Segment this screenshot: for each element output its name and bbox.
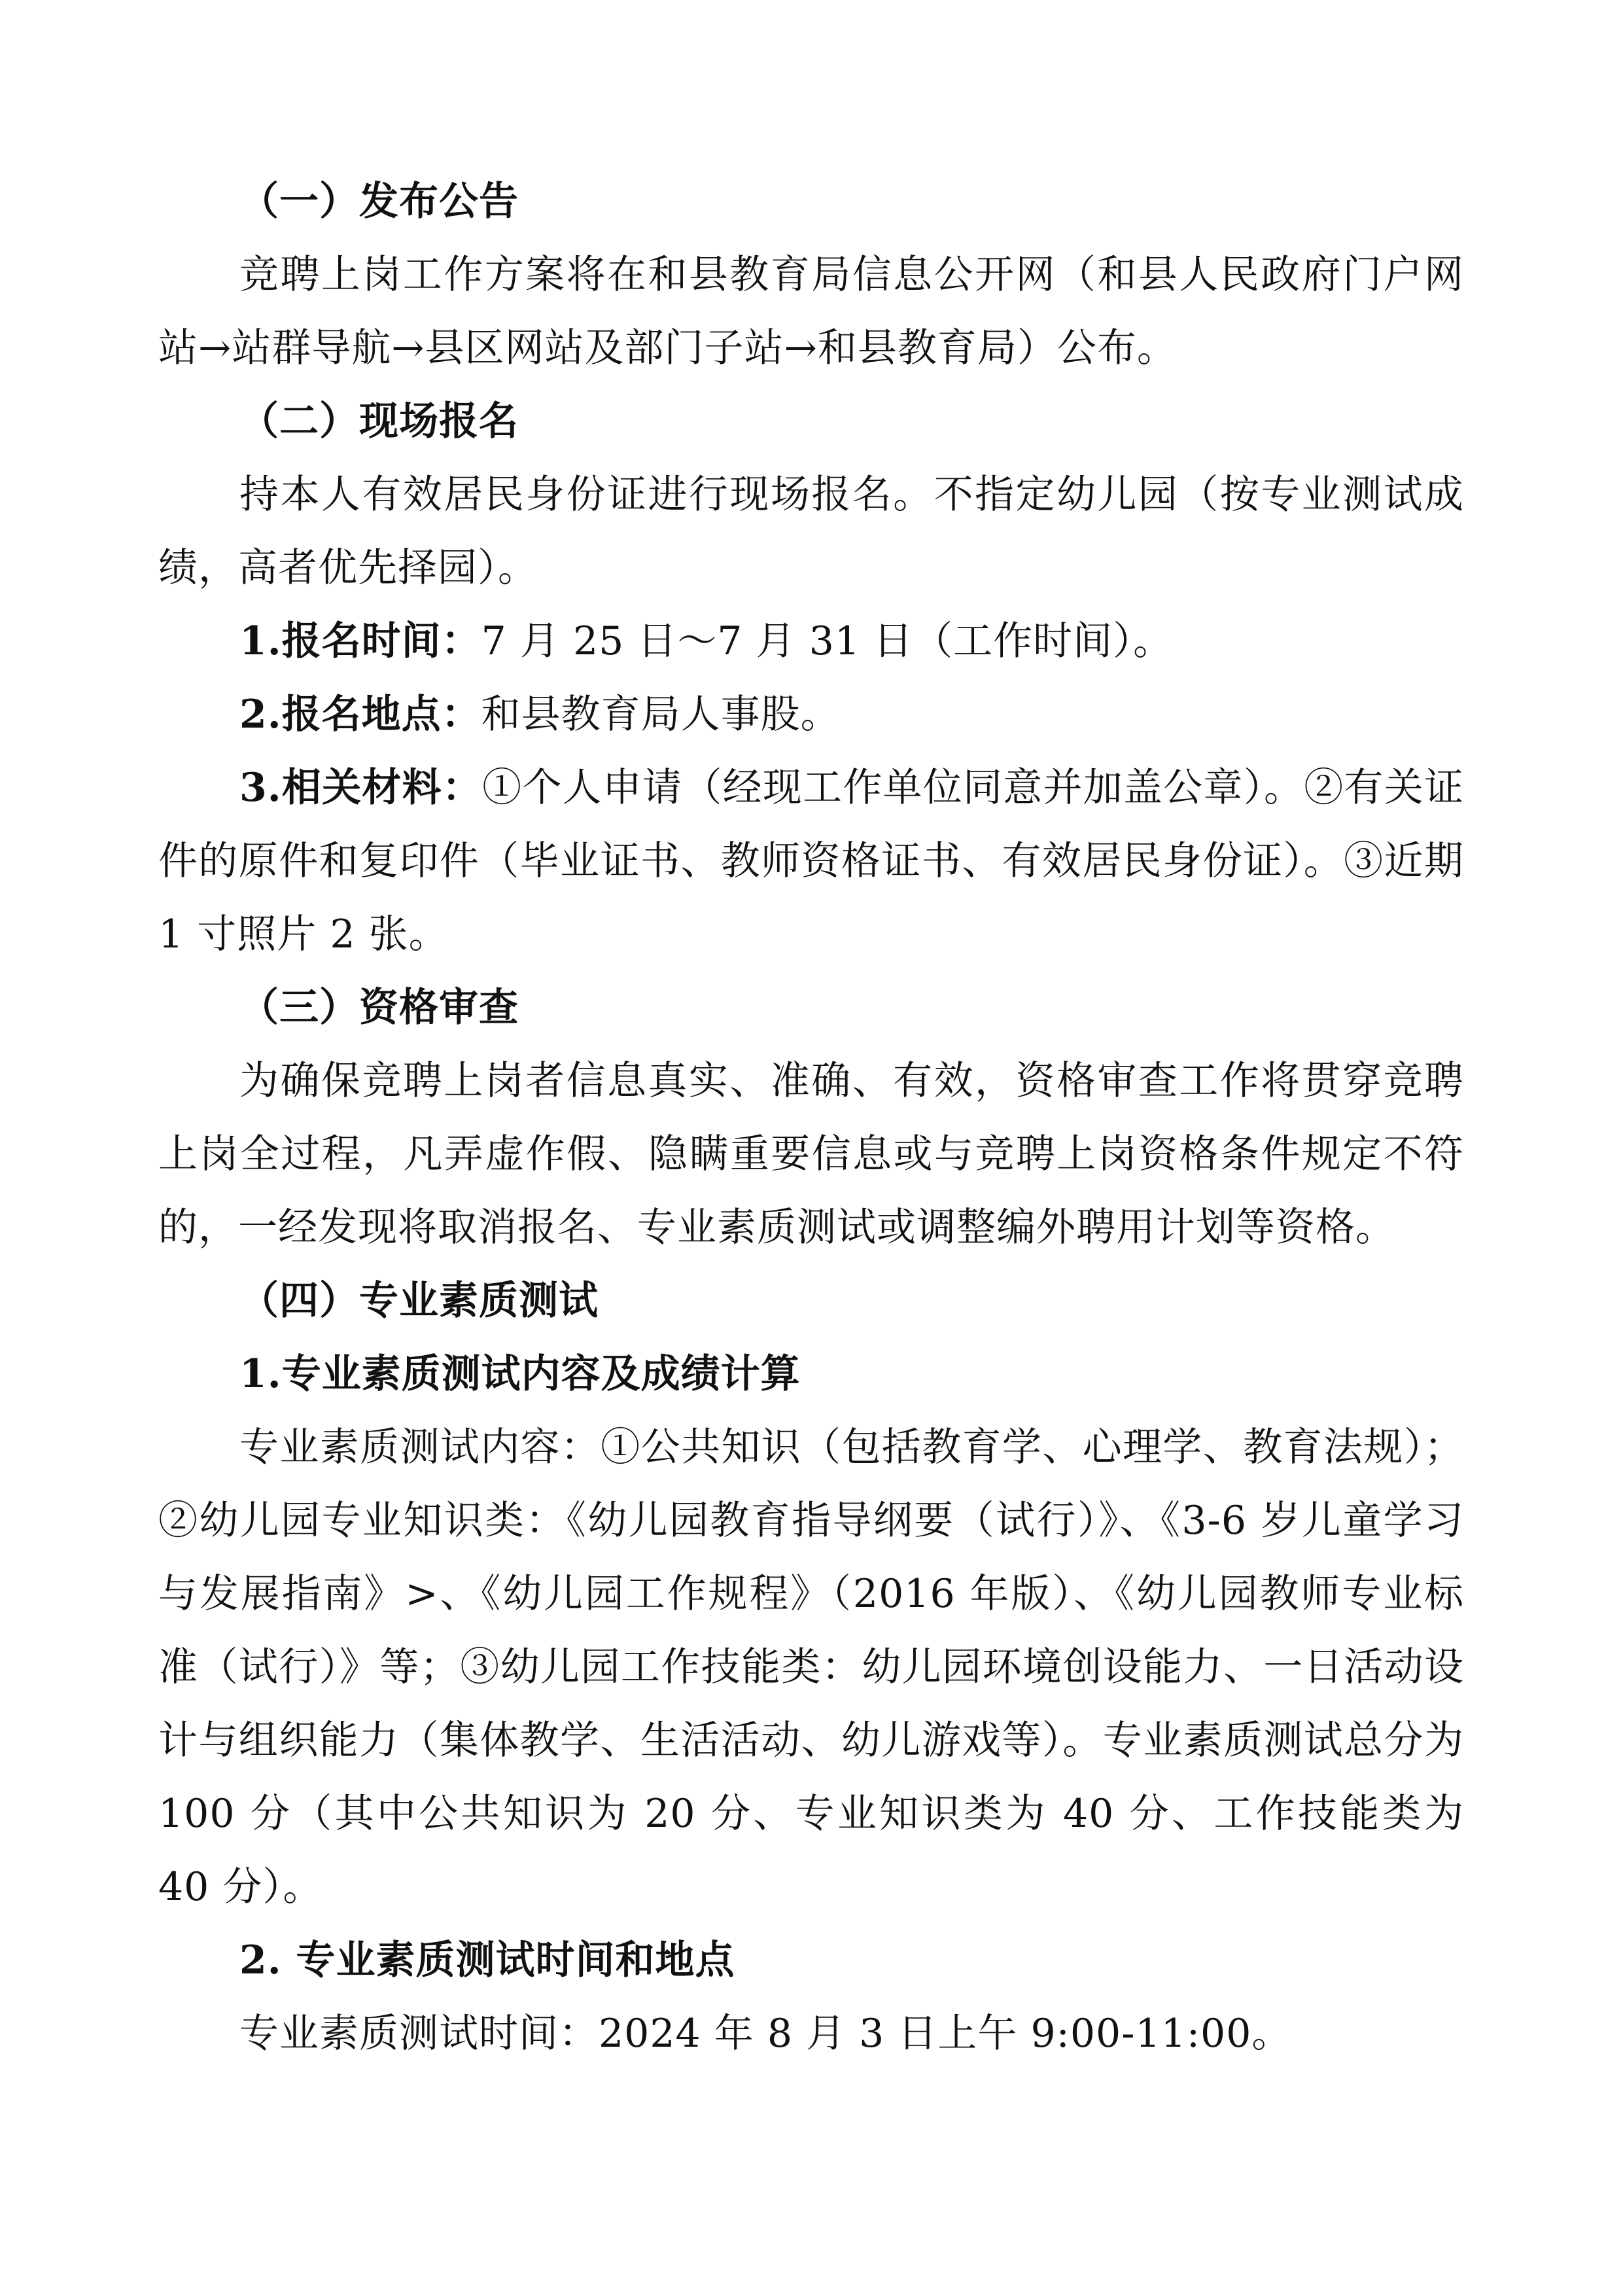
section-3-paragraph: 为确保竞聘上岗者信息真实、准确、有效，资格审查工作将贯穿竞聘上岗全过程，凡弄虚作假、隐瞒重要信息或与竞聘上岗资格条件规定不符的，一经发现将取消报名、专业素质测试或调整编外聘用计划等资格。 — [158, 1058, 1464, 1250]
materials-item — [158, 751, 1464, 971]
registration-place-label: 2.报名地点： — [239, 692, 481, 737]
subsection-heading-4-2: 2. 专业素质测试时间和地点 — [239, 1937, 735, 1983]
section-heading-4: （四）专业素质测试 — [239, 1278, 599, 1324]
materials-value: ①个人申请（经现工作单位同意并加盖公章）。②有关证件的原件和复印件（毕业证书、教师资格证书、有效居民身份证）。③近期 1 寸照片 2 张。 — [158, 765, 1464, 957]
document-body — [158, 165, 1464, 2070]
subsection-heading-4-1: 1.专业素质测试内容及成绩计算 — [239, 1351, 801, 1397]
subsection-4-2-paragraph: 专业素质测试时间：2024 年 8 月 3 日上午 9:00-11:00。 — [239, 2011, 1292, 2057]
subsection-4-1-paragraph: 专业素质测试内容：①公共知识（包括教育学、心理学、教育法规）；②幼儿园专业知识类：《幼儿园教育指导纲要（试行）》、《3-6 岁儿童学习与发展指南》>、《幼儿园工作规程》（2016 年版）、《幼儿园教师专业标准（试行）》等；③幼儿园工作技能类：幼儿园环境创设能力、一日活动设计与组织能力（集体教学、生活活动、幼儿游戏等）。专业素质测试总分为 100 分（其中公共知识为 20 分、专业知识类为 40 分、工作技能类为 40 分）。 — [158, 1424, 1464, 1910]
registration-time-label: 1.报名时间： — [239, 618, 481, 664]
materials-label: 3.相关材料： — [239, 765, 483, 811]
section-heading-3: （三）资格审查 — [239, 985, 519, 1031]
section-1-paragraph: 竞聘上岗工作方案将在和县教育局信息公开网（和县人民政府门户网站→站群导航→县区网站及部门子站→和县教育局）公布。 — [158, 252, 1464, 371]
registration-place-value: 和县教育局人事股。 — [481, 692, 841, 737]
section-2-paragraph: 持本人有效居民身份证进行现场报名。不指定幼儿园（按专业测试成绩，高者优先择园）。 — [158, 472, 1464, 591]
registration-time-item — [158, 605, 1464, 678]
section-heading-1: （一）发布公告 — [239, 179, 519, 224]
registration-place-item — [158, 678, 1464, 751]
section-heading-2: （二）现场报名 — [239, 398, 519, 444]
registration-time-value: 7 月 25 日～7 月 31 日（工作时间）。 — [481, 618, 1174, 664]
